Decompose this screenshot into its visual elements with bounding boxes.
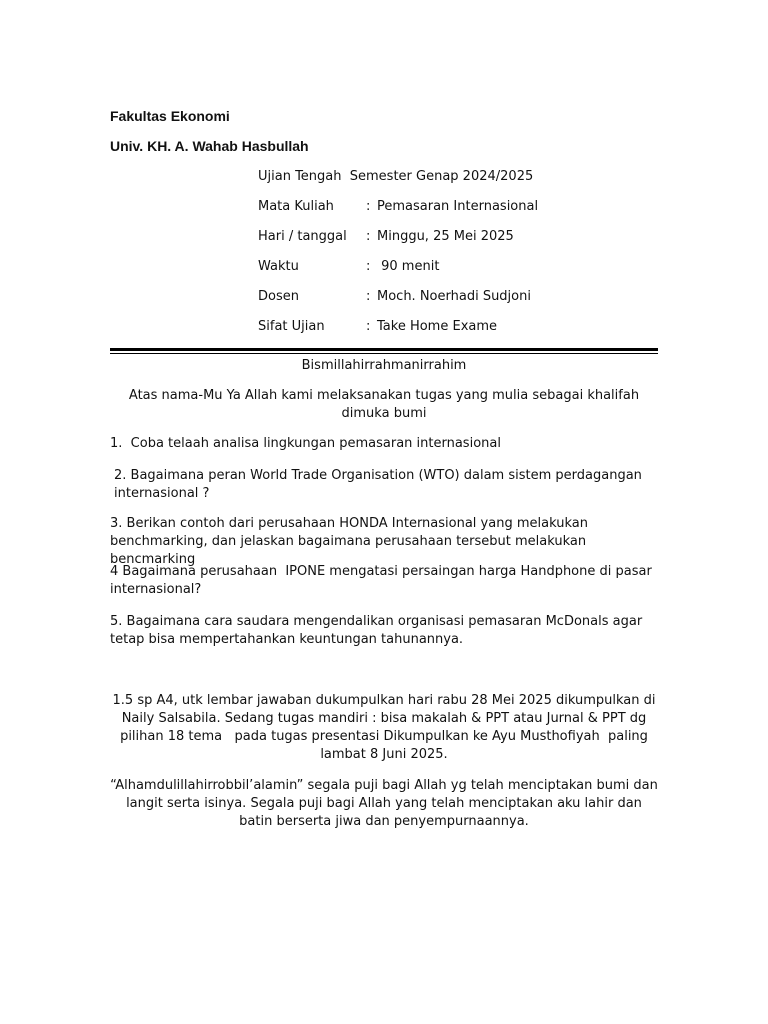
info-value: Moch. Noerhadi Sudjoni: [377, 289, 531, 304]
question-5: 5. Bagaimana cara saudara mengendalikan organisasi pemasaran McDonals agar tetap bisa mempertahankan keuntungan tahunannya.: [110, 614, 643, 647]
info-value: Pemasaran Internasional: [377, 199, 539, 214]
info-label: Sifat Ujian: [258, 319, 325, 334]
question-2: 2. Bagaimana peran World Trade Organisation (WTO) dalam sistem perdagangan internasional ?: [114, 468, 642, 501]
info-label: Mata Kuliah: [258, 199, 334, 214]
exam-title: Ujian Tengah Semester Genap 2024/2025: [258, 169, 534, 184]
header-divider-thick: [110, 348, 658, 351]
info-value: 90 menit: [377, 259, 440, 274]
info-colon: :: [366, 229, 371, 244]
info-value: Take Home Exame: [377, 319, 498, 334]
info-colon: :: [366, 259, 371, 274]
info-row-date: [258, 228, 538, 246]
info-row-time: [258, 258, 538, 276]
info-label: Dosen: [258, 289, 299, 304]
header-divider-thin: [110, 353, 658, 354]
question-4: 4 Bagaimana perusahaan IPONE mengatasi persaingan harga Handphone di pasar internasional?: [110, 564, 656, 597]
info-label: Waktu: [258, 259, 299, 274]
info-colon: :: [366, 319, 371, 334]
faculty-name: Fakultas Ekonomi: [110, 108, 230, 124]
exam-info-block: [258, 168, 538, 348]
basmalah: Bismillahirrahmanirrahim: [301, 358, 467, 373]
question-1: 1. Coba telaah analisa lingkungan pemasaran internasional: [110, 436, 501, 451]
closing-prayer: “Alhamdulillahirrobbil’alamin” segala puji bagi Allah yg telah menciptakan bumi dan langit serta isinya. Segala puji bagi Allah yang telah menciptakan aku lahir dan batin berserta jiwa dan penyempurnaannya.: [110, 778, 658, 829]
opening-prayer: Atas nama-Mu Ya Allah kami melaksanakan tugas yang mulia sebagai khalifah dimuka bumi: [128, 388, 640, 421]
info-value: Minggu, 25 Mei 2025: [377, 229, 514, 244]
question-3: 3. Berikan contoh dari perusahaan HONDA Internasional yang melakukan benchmarking, dan jelaskan bagaimana perusahaan tersebut melakukan bencmarking: [110, 516, 588, 567]
submission-instructions: 1.5 sp A4, utk lembar jawaban dukumpulkan hari rabu 28 Mei 2025 dikumpulkan di Naily Salsabila. Sedang tugas mandiri : bisa makalah & PPT atau Jurnal & PPT dg pilihan 18 tema pada tugas presentasi Dikumpulkan ke Ayu Musthofiyah paling lambat 8 Juni 2025.: [112, 693, 660, 762]
university-name: Univ. KH. A. Wahab Hasbullah: [110, 138, 309, 154]
info-row-exam-type: [258, 318, 538, 336]
info-colon: :: [366, 289, 371, 304]
info-row-course: [258, 198, 538, 216]
info-colon: :: [366, 199, 371, 214]
info-row-lecturer: [258, 288, 538, 306]
info-label: Hari / tanggal: [258, 229, 347, 244]
